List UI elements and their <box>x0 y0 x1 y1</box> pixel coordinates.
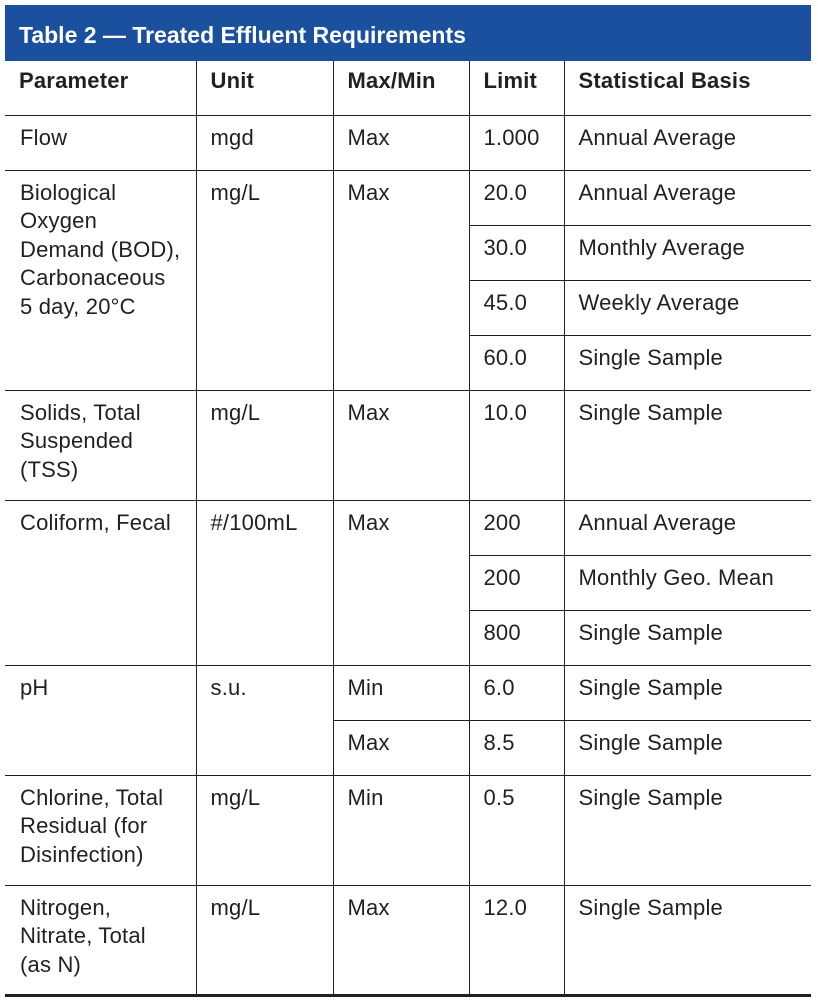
unit-cell: mgd <box>196 115 333 170</box>
unit-cell: mg/L <box>196 170 333 390</box>
limit-cell: 45.0 <box>469 280 564 335</box>
maxmin-cell: Max <box>333 115 469 170</box>
basis-cell: Single Sample <box>564 610 811 665</box>
limit-cell: 12.0 <box>469 885 564 995</box>
parameter-cell: Solids, Total Suspended (TSS) <box>5 390 196 500</box>
unit-cell: mg/L <box>196 390 333 500</box>
parameter-cell: Chlorine, Total Residual (for Disinfection) <box>5 775 196 885</box>
limit-cell: 30.0 <box>469 225 564 280</box>
basis-cell: Annual Average <box>564 115 811 170</box>
parameter-cell: pH <box>5 665 196 775</box>
basis-cell: Single Sample <box>564 885 811 995</box>
limit-cell: 0.5 <box>469 775 564 885</box>
parameter-cell: Biological Oxygen Demand (BOD), Carbonaceous 5 day, 20°C <box>5 170 196 390</box>
maxmin-cell: Max <box>333 170 469 390</box>
header-basis: Statistical Basis <box>564 61 811 115</box>
requirements-grid <box>5 61 811 997</box>
limit-cell: 200 <box>469 500 564 555</box>
table-row <box>5 500 811 555</box>
effluent-requirements-table <box>5 5 811 997</box>
table-row <box>5 115 811 170</box>
basis-cell: Single Sample <box>564 775 811 885</box>
limit-cell: 60.0 <box>469 335 564 390</box>
maxmin-cell: Max <box>333 885 469 995</box>
table-row <box>5 390 811 500</box>
table-row <box>5 170 811 225</box>
limit-cell: 200 <box>469 555 564 610</box>
basis-cell: Annual Average <box>564 500 811 555</box>
limit-cell: 1.000 <box>469 115 564 170</box>
basis-cell: Single Sample <box>564 390 811 500</box>
header-parameter: Parameter <box>5 61 196 115</box>
basis-cell: Single Sample <box>564 720 811 775</box>
maxmin-cell: Max <box>333 500 469 665</box>
table-row <box>5 885 811 995</box>
header-maxmin: Max/Min <box>333 61 469 115</box>
limit-cell: 20.0 <box>469 170 564 225</box>
basis-cell: Monthly Geo. Mean <box>564 555 811 610</box>
maxmin-cell: Min <box>333 775 469 885</box>
basis-cell: Monthly Average <box>564 225 811 280</box>
header-unit: Unit <box>196 61 333 115</box>
unit-cell: mg/L <box>196 775 333 885</box>
table-row <box>5 775 811 885</box>
maxmin-cell: Max <box>333 390 469 500</box>
limit-cell: 6.0 <box>469 665 564 720</box>
parameter-cell: Nitrogen, Nitrate, Total (as N) <box>5 885 196 995</box>
maxmin-cell: Min <box>333 665 469 720</box>
basis-cell: Weekly Average <box>564 280 811 335</box>
table-title: Table 2 — Treated Effluent Requirements <box>5 5 811 61</box>
limit-cell: 10.0 <box>469 390 564 500</box>
basis-cell: Single Sample <box>564 335 811 390</box>
limit-cell: 8.5 <box>469 720 564 775</box>
header-row <box>5 61 811 115</box>
basis-cell: Single Sample <box>564 665 811 720</box>
limit-cell: 800 <box>469 610 564 665</box>
table-row <box>5 665 811 720</box>
maxmin-cell: Max <box>333 720 469 775</box>
unit-cell: s.u. <box>196 665 333 775</box>
unit-cell: mg/L <box>196 885 333 995</box>
basis-cell: Annual Average <box>564 170 811 225</box>
parameter-cell: Flow <box>5 115 196 170</box>
header-limit: Limit <box>469 61 564 115</box>
parameter-cell: Coliform, Fecal <box>5 500 196 665</box>
unit-cell: #/100mL <box>196 500 333 665</box>
